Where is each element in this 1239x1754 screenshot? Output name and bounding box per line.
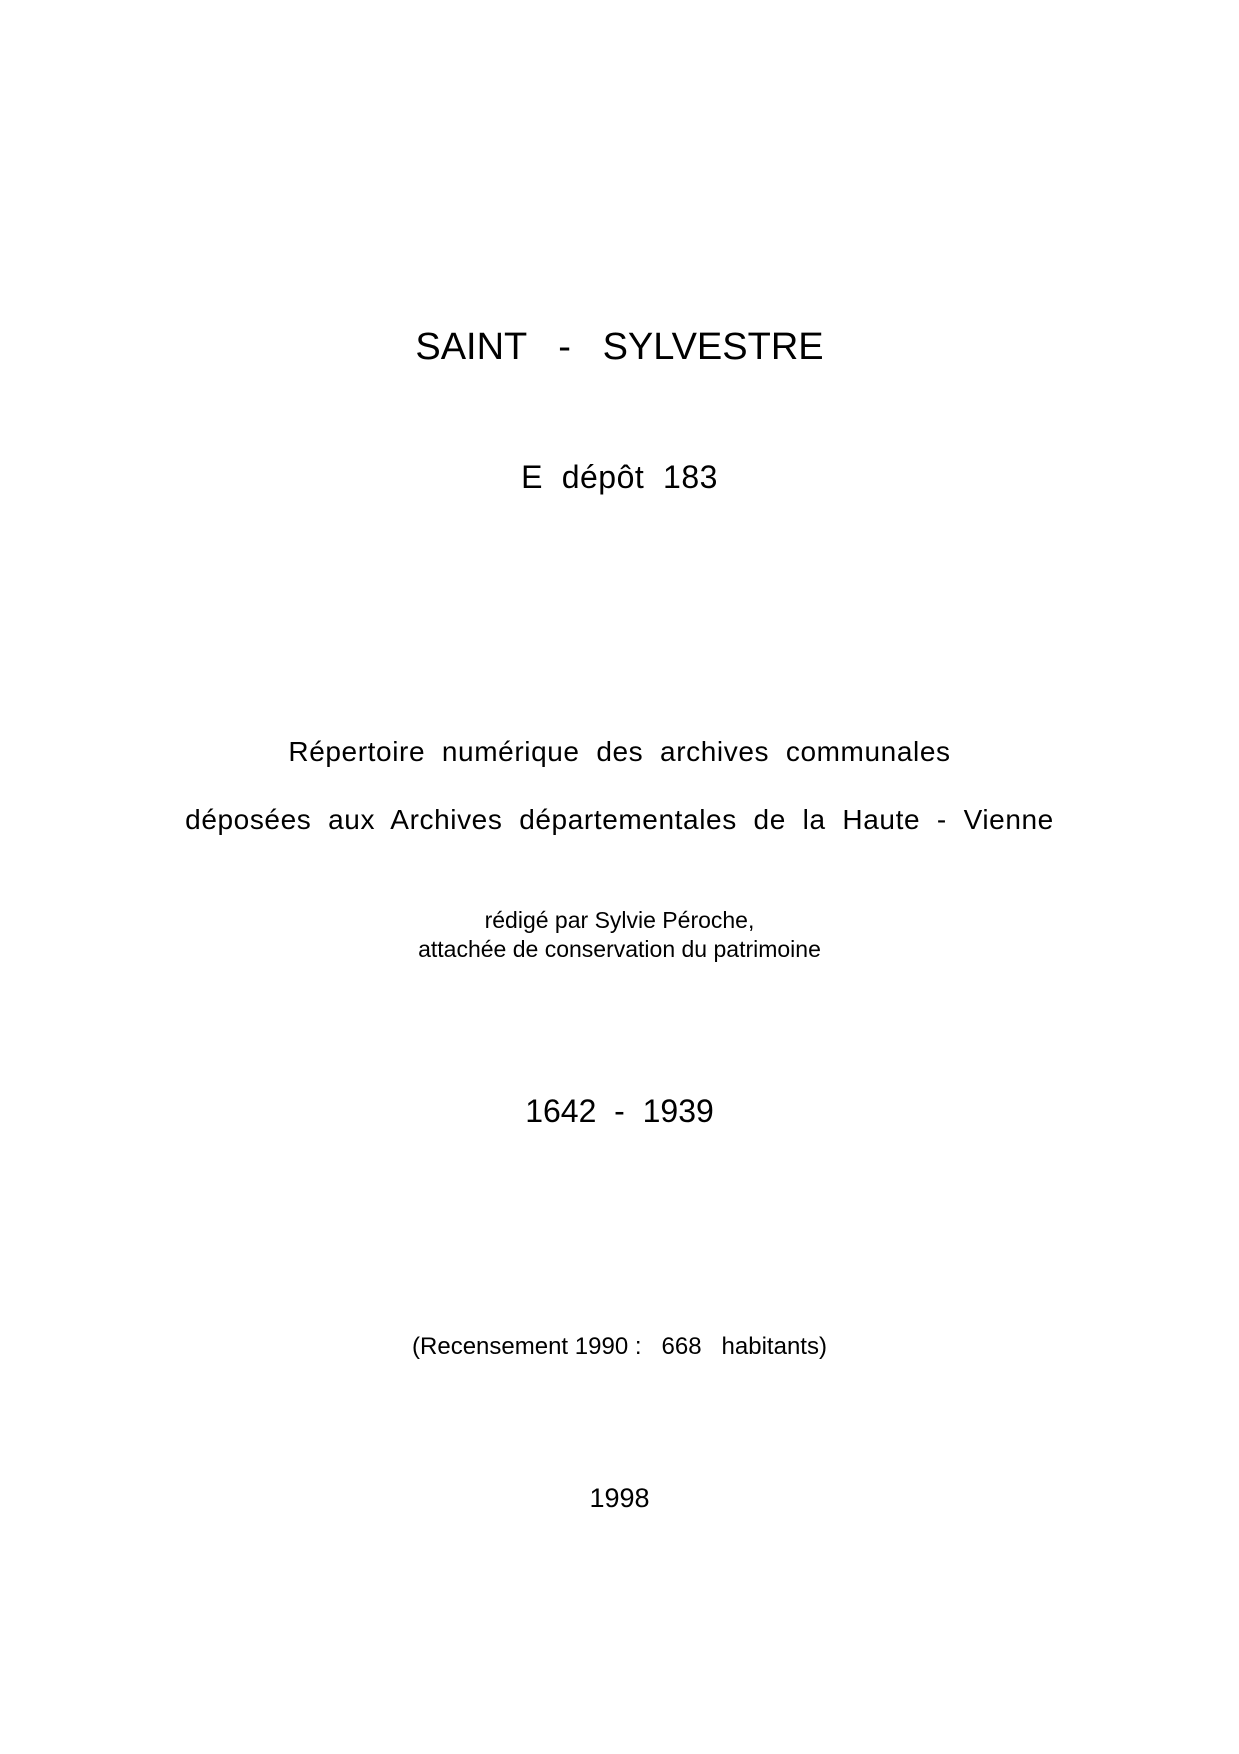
author-line-2: attachée de conservation du patrimoine — [418, 936, 821, 962]
document-title: SAINT - SYLVESTRE — [415, 326, 824, 368]
date-range: 1642 - 1939 — [525, 1093, 714, 1129]
repertoire-line-2: déposées aux Archives départementales de la Haute - Vienne — [185, 804, 1054, 835]
author-line-1: rédigé par Sylvie Péroche, — [484, 907, 755, 933]
repertoire-line-1: Répertoire numérique des archives communales — [288, 736, 951, 767]
depot-reference: E dépôt 183 — [521, 459, 718, 495]
publication-year: 1998 — [589, 1483, 650, 1513]
census-note: (Recensement 1990 : 668 habitants) — [412, 1333, 827, 1360]
